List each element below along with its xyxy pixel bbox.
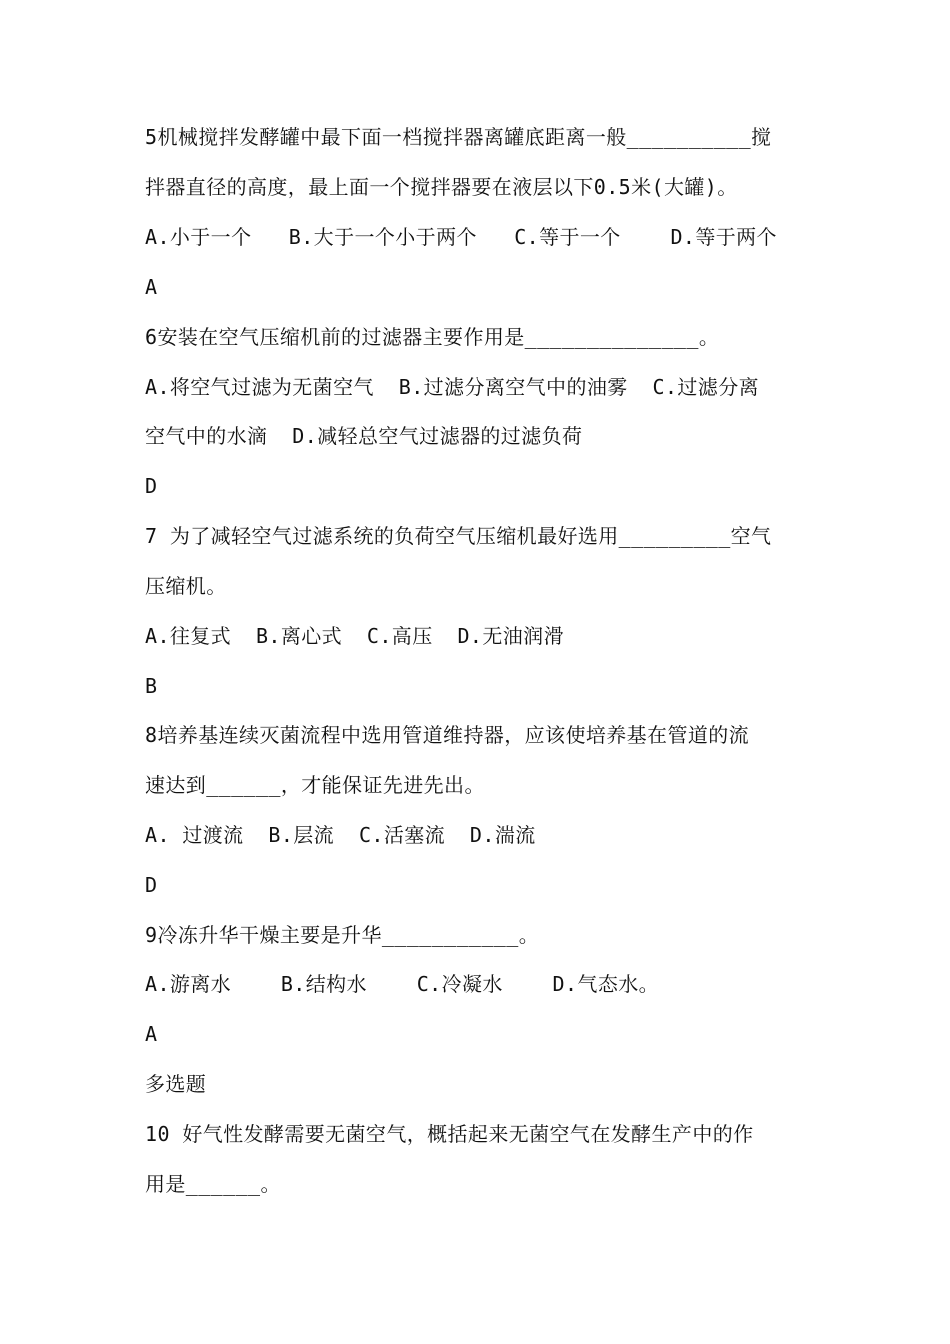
q5-answer: A <box>145 275 158 299</box>
q7-answer: B <box>145 674 158 698</box>
q7-stem-line-2: 压缩机。 <box>145 574 227 598</box>
q8-options: A. 过渡流 B.层流 C.活塞流 D.湍流 <box>145 823 536 847</box>
q6-options-line-1: A.将空气过滤为无菌空气 B.过滤分离空气中的油雾 C.过滤分离 <box>145 375 760 399</box>
q9-options: A.游离水 B.结构水 C.冷凝水 D.气态水。 <box>145 972 660 996</box>
q7-options: A.往复式 B.离心式 C.高压 D.无油润滑 <box>145 624 564 648</box>
q5-options: A.小于一个 B.大于一个小于两个 C.等于一个 D.等于两个 <box>145 225 777 249</box>
q8-stem-line-2: 速达到______，才能保证先进先出。 <box>145 773 485 797</box>
q10-stem-line-2: 用是______。 <box>145 1172 281 1196</box>
q9-answer: A <box>145 1022 158 1046</box>
q8-stem-line-1: 8培养基连续灭菌流程中选用管道维持器，应该使培养基在管道的流 <box>145 723 750 747</box>
q6-options-line-2: 空气中的水滴 D.减轻总空气过滤器的过滤负荷 <box>145 424 583 448</box>
q10-stem-line-1: 10 好气性发酵需要无菌空气，概括起来无菌空气在发酵生产中的作 <box>145 1122 754 1146</box>
q5-stem-line-1: 5机械搅拌发酵罐中最下面一档搅拌器离罐底距离一般__________搅 <box>145 125 772 149</box>
q6-answer: D <box>145 474 158 498</box>
q8-answer: D <box>145 873 158 897</box>
q7-stem-line-1: 7 为了减轻空气过滤系统的负荷空气压缩机最好选用_________空气 <box>145 524 772 548</box>
section-heading-multiple-choice: 多选题 <box>145 1072 207 1096</box>
q5-stem-line-2: 拌器直径的高度，最上面一个搅拌器要在液层以下0.5米(大罐)。 <box>145 175 738 199</box>
q6-stem: 6安装在空气压缩机前的过滤器主要作用是______________。 <box>145 325 720 349</box>
q9-stem: 9冷冻升华干燥主要是升华___________。 <box>145 923 540 947</box>
